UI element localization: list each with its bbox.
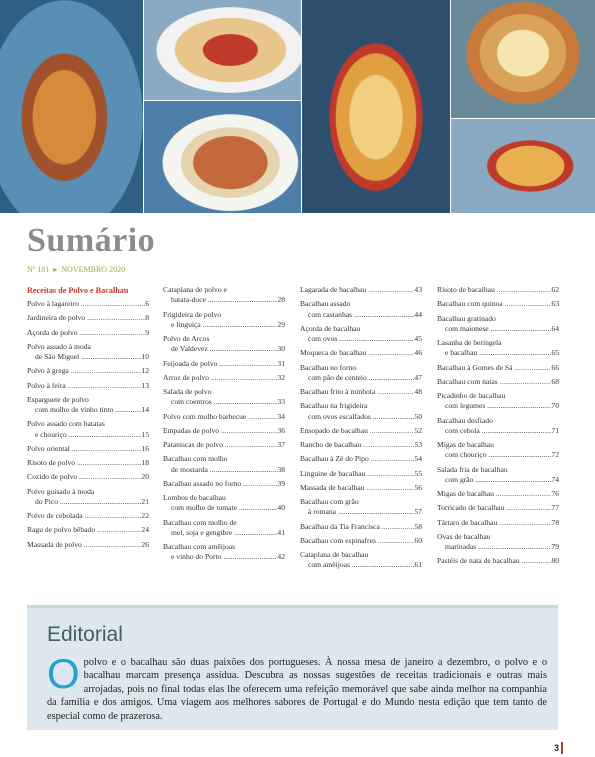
toc-entry-title: Bacalhau gratinado: [437, 313, 496, 323]
toc-entry-page: 31: [277, 358, 285, 368]
toc-entry-page: 46: [414, 348, 422, 358]
toc-entry: [163, 426, 285, 436]
toc-entry-page: 39: [277, 478, 285, 488]
toc-entry-subtitle: com molho de vinho tinto .....: [35, 405, 141, 415]
toc-entry: [437, 532, 559, 553]
photo-feijoada-polvo: [144, 101, 301, 213]
toc-entry-title: Migas de bacalhau: [437, 440, 494, 449]
toc-entry-subtitle: de Valdevez .....: [171, 344, 277, 354]
toc-entry-subtitle: e vinho do Porto .....: [171, 552, 277, 562]
toc-entry-title: Polvo à feira .....: [27, 381, 141, 391]
toc-entry-title: Massada de polvo .....: [27, 540, 141, 550]
toc-entry-page: 34: [277, 411, 285, 421]
toc-entry: [163, 479, 285, 489]
toc-entry-title: Cozido de polvo .....: [27, 472, 141, 482]
toc-entry-subtitle: com pão de centeio .....: [308, 373, 414, 383]
toc-entry-subtitle: com amêijoas .....: [308, 560, 414, 570]
toc-entry-page: 24: [141, 525, 149, 535]
toc-entry-subtitle: à romana .....: [308, 507, 414, 517]
toc-entry: [300, 454, 422, 464]
toc-entry-title: Esparguete de polvo: [27, 394, 89, 404]
toc-entry-title: Bacalhau assado: [300, 299, 351, 309]
toc-entry-page: 80: [551, 556, 559, 566]
toc-entry-page: 10: [141, 352, 149, 361]
toc-entry-subtitle: e linguiça .....: [171, 320, 277, 330]
toc-entry: [163, 440, 285, 450]
toc-entry: [437, 377, 559, 387]
toc-entry-subtitle: com coentros .....: [171, 397, 277, 407]
toc-entry: [163, 518, 285, 539]
toc-entry: [437, 314, 559, 335]
toc-entry-page: 48: [414, 387, 422, 396]
toc-entry-page: 42: [277, 552, 285, 562]
toc-entry-subtitle: com cebola .....: [445, 426, 551, 436]
toc-entry: [163, 454, 285, 475]
toc-entry: [300, 387, 422, 397]
toc-entry: [27, 444, 149, 454]
toc-entry: [300, 401, 422, 422]
photo-bacalhau-forno: [302, 0, 450, 213]
toc-entry-page: 13: [141, 380, 149, 390]
toc-entry-page: 14: [141, 405, 149, 414]
toc-entry: [300, 440, 422, 450]
toc-entry-title: Empadas de polvo .....: [163, 426, 277, 436]
toc-entry: [300, 426, 422, 436]
toc-column-1: [27, 285, 149, 554]
toc-entry-page: 77: [551, 503, 559, 513]
toc-entry: [27, 458, 149, 468]
toc-entry-title: Pataniscas de polvo .....: [163, 440, 277, 450]
toc-entry: [300, 497, 422, 518]
toc-entry: [437, 285, 559, 295]
toc-entry-title: Moqueca de bacalhau .....: [300, 348, 414, 358]
toc-entry-page: 64: [551, 323, 559, 333]
toc-entry: [300, 483, 422, 493]
toc-entry-page: 71: [551, 425, 559, 435]
toc-entry-title: Salada de polvo: [163, 387, 212, 396]
toc-entry: [163, 373, 285, 383]
toc-entry-title: Bacalhau com molho: [163, 454, 228, 464]
toc-entry-page: 26: [141, 539, 149, 549]
toc-entry-page: 50: [414, 411, 422, 421]
toc-entry-page: 20: [141, 472, 149, 482]
toc-column-3: [300, 285, 422, 575]
toc-entry-page: 57: [414, 507, 422, 517]
toc-entry-subtitle: com grão .....: [445, 475, 551, 485]
toc-entry-subtitle: com ovos .....: [308, 334, 414, 344]
toc-entry-page: 62: [551, 285, 559, 294]
toc-entry-page: 56: [414, 482, 422, 492]
toc-entry: [27, 525, 149, 535]
toc-entry: [27, 313, 149, 323]
toc-entry: [27, 472, 149, 482]
toc-entry-subtitle: batata-doce .....: [171, 295, 277, 305]
toc-entry-title: Feijoada de polvo .....: [163, 359, 277, 369]
toc-entry: [27, 381, 149, 391]
toc-entry-page: 60: [414, 535, 422, 545]
toc-entry: [27, 540, 149, 550]
toc-entry-page: 72: [551, 450, 559, 460]
toc-entry-page: 54: [414, 454, 422, 464]
toc-entry-title: Ovas de bacalhau: [437, 531, 491, 541]
toc-entry-title: Rancho de bacalhau .....: [300, 440, 414, 450]
toc-entry-page: 12: [141, 366, 149, 376]
toc-entry: [27, 487, 149, 508]
toc-entry-title: Bacalhau na frigideira: [300, 401, 368, 411]
toc-entry-title: Jardineira de polvo .....: [27, 313, 145, 323]
toc-entry-title: Cataplana de polvo e: [163, 285, 227, 294]
toc-entry: [163, 285, 285, 306]
toc-entry-page: 16: [141, 443, 149, 453]
toc-entry-page: 43: [414, 285, 422, 294]
toc-entry-title: Bacalhau frito à minhota .....: [300, 387, 414, 397]
photo-bacalhau-gratinado: [451, 0, 595, 118]
issue-info: [27, 265, 125, 274]
toc-entry-title: Pastéis de nata de bacalhau .....: [437, 556, 551, 566]
toc-entry-title: Polvo assado com batatas: [27, 419, 105, 429]
toc-entry-page: 65: [551, 348, 559, 358]
toc-entry-page: 40: [277, 503, 285, 513]
toc-entry: [437, 556, 559, 566]
toc-entry-title: Açorda de polvo .....: [27, 328, 145, 338]
toc-entry-page: 37: [277, 440, 285, 449]
toc-entry-page: 52: [414, 425, 422, 435]
issue-month: NOVEMBRO 2020: [61, 265, 126, 274]
toc-entry: [437, 440, 559, 461]
toc-entry-page: 47: [414, 372, 422, 382]
toc-entry-title: Polvo oriental .....: [27, 444, 141, 454]
toc-entry-page: 29: [277, 319, 285, 329]
toc-entry-title: Tártaro de bacalhau .....: [437, 518, 551, 528]
toc-entry-page: 58: [414, 521, 422, 531]
toc-entry: [437, 503, 559, 513]
toc-entry-title: Polvo com molho barbecue .....: [163, 412, 277, 422]
issue-number: Nº 181: [27, 265, 50, 274]
toc-entry: [300, 550, 422, 571]
toc-entry: [300, 522, 422, 532]
toc-section-title: Receitas de Polvo e Bacalhau: [27, 286, 129, 295]
toc-entry-page: 21: [141, 496, 149, 506]
toc-entry-page: 78: [551, 517, 559, 527]
toc-entry-subtitle: com legumes .....: [445, 401, 551, 411]
toc-entry-subtitle: com maionese .....: [445, 324, 551, 334]
toc-entry-title: Frigideira de polvo: [163, 309, 222, 319]
toc-entry-title: Salada fria de bacalhau: [437, 464, 508, 474]
toc-entry-title: Torricado de bacalhau .....: [437, 503, 551, 513]
photo-collage: [0, 0, 595, 213]
toc-entry-page: 61: [414, 560, 422, 570]
toc-entry-page: 76: [551, 489, 559, 498]
toc-entry-title: Massada de bacalhau .....: [300, 483, 414, 493]
toc-entry-page: 6: [145, 299, 149, 308]
toc-entry-title: Bacalhau com espinafres .....: [300, 536, 414, 546]
toc-entry-title: Cataplana de bacalhau: [300, 550, 369, 559]
toc-entry-page: 68: [551, 376, 559, 386]
page-number: 3: [553, 743, 559, 753]
toc-entry: [300, 536, 422, 546]
toc-entry-title: Polvo à lagareiro .....: [27, 299, 145, 309]
toc-entry-page: 66: [551, 362, 559, 372]
toc-entry-title: Bacalhau com quinoa .....: [437, 299, 551, 309]
toc-entry: [437, 518, 559, 528]
photo-polvo-esparguete: [144, 0, 301, 100]
toc-entry-subtitle: e bacalhau .....: [445, 348, 551, 358]
toc-entry-subtitle: de mostarda .....: [171, 465, 277, 475]
editorial-box: [27, 605, 558, 730]
toc-entry-title: Bacalhau desfiado: [437, 415, 493, 425]
toc-entry-page: 30: [277, 344, 285, 354]
toc-entry: [437, 465, 559, 486]
toc-entry-title: Polvo de Arcos: [163, 334, 210, 343]
toc-entry: [27, 299, 149, 309]
toc-entry-subtitle: e chouriço .....: [35, 430, 141, 440]
toc-entry-page: 44: [414, 309, 422, 319]
toc-entry-page: 41: [277, 527, 285, 537]
toc-entry-title: Polvo assado à moda: [27, 341, 91, 351]
toc-entry-page: 36: [277, 425, 285, 435]
toc-entry: [163, 334, 285, 355]
toc-entry-page: 18: [141, 458, 149, 467]
toc-entry-page: 15: [141, 429, 149, 439]
photo-risoto-bacalhau: [451, 119, 595, 213]
toc-entry-title: Bacalhau à Zé do Pipo .....: [300, 454, 414, 464]
photo-polvo-lagareiro: [0, 0, 143, 213]
toc-column-4: [437, 285, 559, 571]
toc-entry-page: 53: [414, 440, 422, 449]
toc-entry: [163, 493, 285, 514]
toc-entry-title: Ensopado de bacalhau .....: [300, 426, 414, 436]
toc-entry-title: Arroz de polvo .....: [163, 373, 277, 383]
toc-entry-subtitle: de São Miguel .....: [35, 352, 141, 362]
toc-entry: [300, 299, 422, 320]
toc-entry-title: Bacalhau assado no forno .....: [163, 479, 277, 489]
editorial-body: [47, 650, 547, 723]
toc-entry-subtitle: mel, soja e gengibre .....: [171, 528, 277, 538]
page-title: Sumário: [27, 222, 156, 259]
toc-entry-subtitle: com castanhas .....: [308, 310, 414, 320]
toc-entry-page: 63: [551, 299, 559, 309]
toc-entry: [300, 324, 422, 345]
toc-entry: [437, 299, 559, 309]
toc-entry-title: Lasanha de beringela: [437, 338, 502, 347]
toc-entry-page: 74: [551, 474, 559, 484]
toc-entry: [27, 419, 149, 440]
toc-entry-page: 28: [277, 295, 285, 305]
toc-entry: [163, 359, 285, 369]
toc-entry-title: Bacalhau com grão: [300, 497, 359, 506]
toc-entry-page: 38: [277, 464, 285, 474]
toc-entry-title: Migas de bacalhau .....: [437, 489, 551, 499]
toc-entry-title: Ragu de polvo bêbado .....: [27, 525, 141, 535]
toc-entry-page: 9: [145, 327, 149, 337]
toc-entry-page: 32: [277, 372, 285, 382]
toc-entry: [27, 328, 149, 338]
toc-entry: [27, 366, 149, 376]
toc-column-2: [163, 285, 285, 567]
toc-entry-title: Bacalhau com molho de: [163, 517, 237, 527]
toc-entry-subtitle: marinadas .....: [445, 542, 551, 552]
toc-entry-title: Risoto de bacalhau .....: [437, 285, 551, 295]
toc-entry-page: 8: [145, 313, 149, 323]
toc-entry-subtitle: do Pico .....: [35, 497, 141, 507]
toc-entry-title: Risoto de polvo .....: [27, 458, 141, 468]
toc-entry: [163, 310, 285, 331]
toc-entry-page: 79: [551, 542, 559, 551]
toc-entry-page: 33: [277, 397, 285, 407]
toc-entry-page: 55: [414, 468, 422, 478]
toc-entry-title: Açorda de bacalhau: [300, 323, 361, 333]
toc-entry: [437, 363, 559, 373]
toc-entry-title: Bacalhau com amêijoas: [163, 542, 236, 551]
toc-entry: [300, 285, 422, 295]
toc-entry-title: Lagarada de bacalhau .....: [300, 285, 414, 295]
arrow-right-icon: ▸: [53, 265, 58, 274]
toc-entry-title: Polvo guisado à moda: [27, 486, 95, 496]
toc-entry-subtitle: com molho de tomate .....: [171, 503, 277, 513]
toc-entry-title: Linguine de bacalhau .....: [300, 469, 414, 479]
toc-entry: [27, 342, 149, 363]
editorial-title: Editorial: [47, 623, 123, 646]
toc-entry-title: Bacalhau da Tia Francisca .....: [300, 522, 414, 532]
toc-entry-page: 70: [551, 401, 559, 411]
toc-entry: [300, 363, 422, 384]
toc-entry: [163, 412, 285, 422]
editorial-text: polvo e o bacalhau são duas paixões dos portugueses. À nossa mesa de janeiro a dezembro, o polvo e o bacalhau marcam presença assídua. Descubra as nossas sugestões de receitas tradicionais e outras mais arrojadas, pois no final todas elas lhe oferecem uma refeição memorável que sabe ainda melhor na companhia da família e dos amigos. Uma viagem aos melhores sabores de Portugal e do Mundo nesta edição que tem tanto de especial como de prazerosa.: [47, 657, 547, 722]
toc-entry-title: Bacalhau com natas .....: [437, 377, 551, 387]
toc-entry-subtitle: com chouriço .....: [445, 450, 551, 460]
toc-entry-page: 45: [414, 334, 422, 343]
toc-entry-title: Bacalhau à Gomes de Sá .....: [437, 363, 551, 373]
page-number-bar: [561, 742, 563, 754]
toc-entry: [437, 338, 559, 359]
toc-entry: [163, 542, 285, 563]
toc-entry: [163, 387, 285, 408]
toc-entry: [437, 489, 559, 499]
toc-entry-subtitle: com ovos escalfados .....: [308, 412, 414, 422]
toc-entry: [437, 416, 559, 437]
toc-entry-title: Bacalhau no forno: [300, 362, 357, 372]
toc-entry-page: 22: [141, 511, 149, 520]
editorial-dropcap: O: [47, 650, 80, 697]
toc-entry: [27, 395, 149, 416]
toc-entry: [300, 348, 422, 358]
toc-entry: [437, 391, 559, 412]
toc-entry-title: Polvo à grega .....: [27, 366, 141, 376]
toc-entry-title: Lombos de bacalhau: [163, 493, 226, 502]
toc-entry: [300, 469, 422, 479]
toc-entry-title: Picadinho de bacalhau: [437, 391, 506, 400]
toc-entry-title: Polvo de cebolada .....: [27, 511, 141, 521]
toc-entry: [27, 511, 149, 521]
